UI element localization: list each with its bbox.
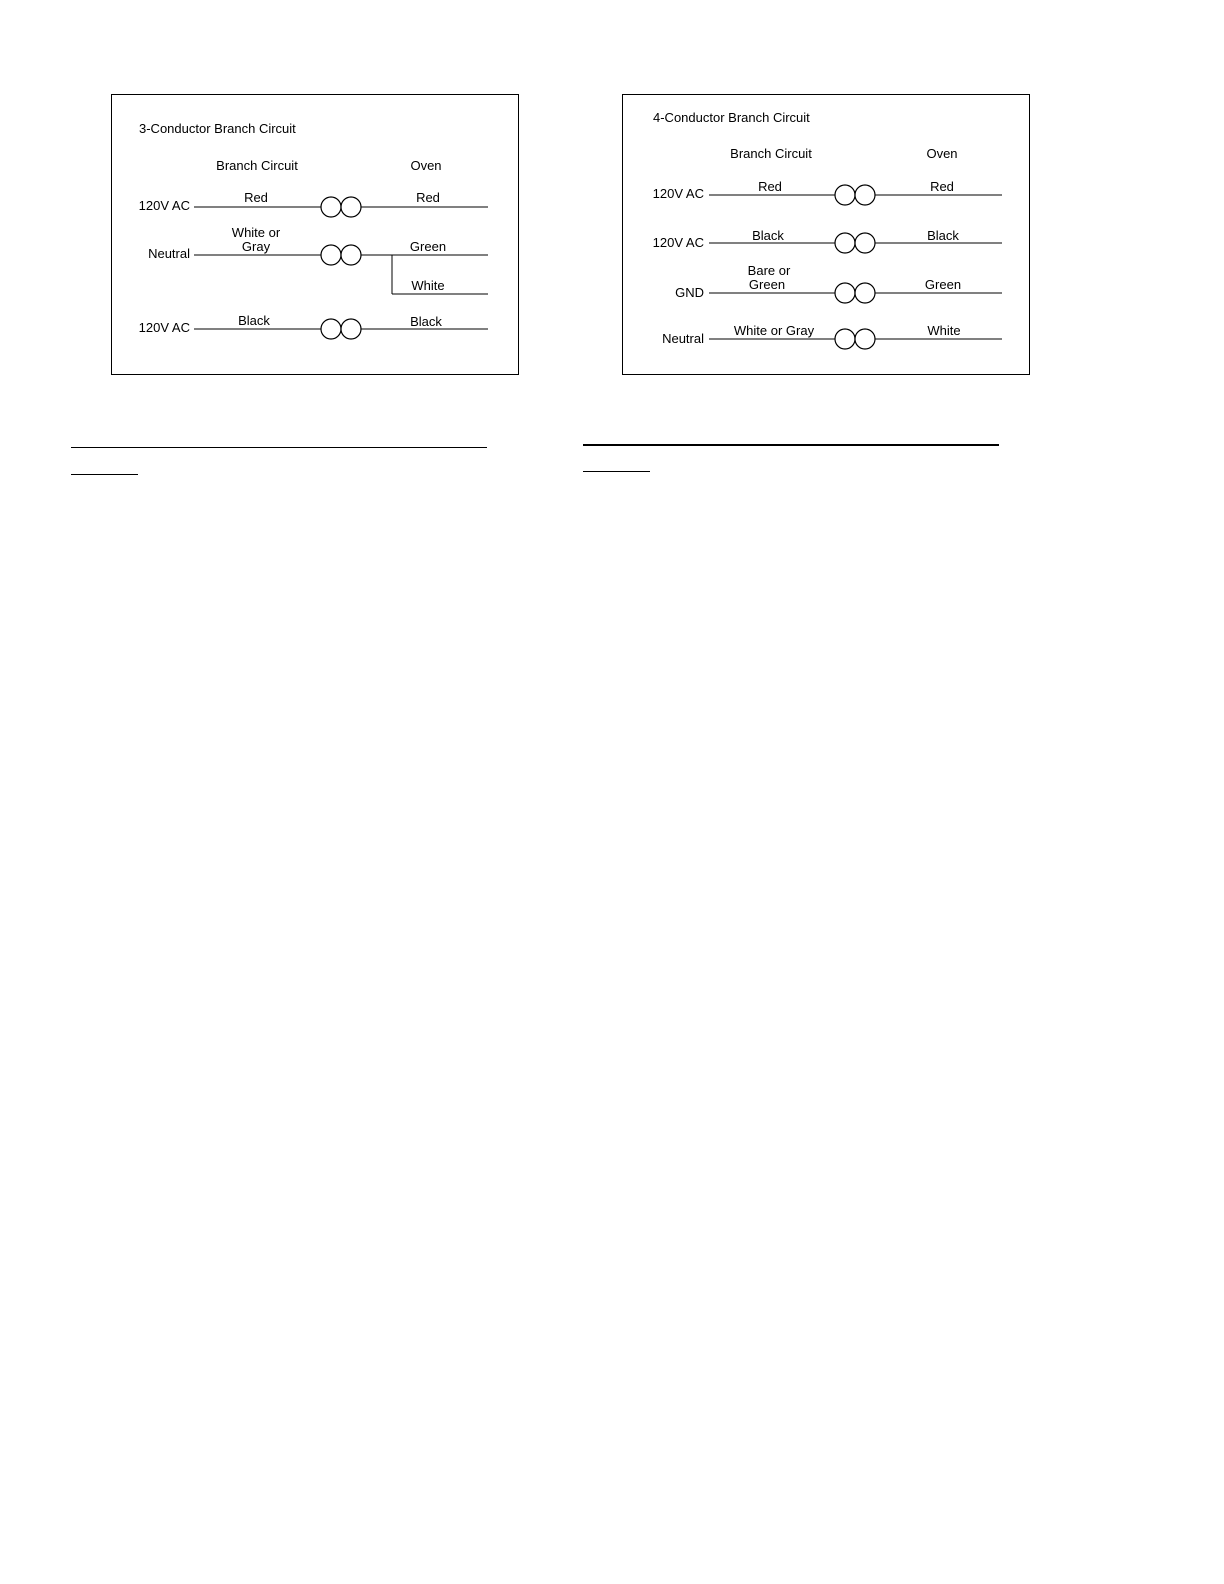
branch-wire-label: Red xyxy=(244,190,268,205)
source-label: GND xyxy=(675,285,704,300)
branch-wire-label: Gray xyxy=(241,239,271,254)
wire-nut-right xyxy=(341,197,361,217)
branch-wire-label: White or Gray xyxy=(733,323,815,338)
four-conductor-wiring xyxy=(623,95,1031,376)
caption-rule xyxy=(583,444,999,446)
wire-nut-right xyxy=(341,245,361,265)
oven-wire-label: Red xyxy=(416,190,440,205)
wire-nut-right xyxy=(855,329,875,349)
diagram-title: 4-Conductor Branch Circuit xyxy=(653,110,810,125)
source-label: Neutral xyxy=(662,331,704,346)
wire-nut-right xyxy=(855,233,875,253)
wire-nut-right xyxy=(855,185,875,205)
source-label: 120V AC xyxy=(138,198,190,213)
branch-wire-label: Green xyxy=(748,277,786,292)
wire-nut-left xyxy=(321,245,341,265)
wire-nut-left xyxy=(321,319,341,339)
wire-nut-left xyxy=(321,197,341,217)
source-label: Neutral xyxy=(148,246,190,261)
three-conductor-wiring xyxy=(112,95,520,376)
caption-rule xyxy=(71,447,487,448)
branch-circuit-heading: Branch Circuit xyxy=(216,158,298,173)
oven-heading: Oven xyxy=(410,158,442,173)
wire-nut-left xyxy=(835,185,855,205)
oven-wire-label: Green xyxy=(924,277,962,292)
oven-split-label: White xyxy=(411,278,445,293)
branch-wire-label: Black xyxy=(752,228,784,243)
source-label: 120V AC xyxy=(138,320,190,335)
oven-wire-label: Red xyxy=(930,179,954,194)
diagram-title: 3-Conductor Branch Circuit xyxy=(139,121,296,136)
source-label: 120V AC xyxy=(652,186,704,201)
caption-rule-short xyxy=(71,474,138,475)
branch-wire-label: Black xyxy=(238,313,270,328)
wire-nut-left xyxy=(835,283,855,303)
source-label: 120V AC xyxy=(652,235,704,250)
branch-wire-label: Bare or xyxy=(747,263,791,278)
wire-nut-left xyxy=(835,233,855,253)
wire-nut-right xyxy=(341,319,361,339)
oven-wire-label: Green xyxy=(409,239,447,254)
branch-wire-label: White or xyxy=(231,225,281,240)
oven-wire-label: White xyxy=(927,323,961,338)
branch-circuit-heading: Branch Circuit xyxy=(730,146,812,161)
caption-rule-short xyxy=(583,471,650,472)
branch-wire-label: Red xyxy=(758,179,782,194)
three-conductor-diagram xyxy=(111,94,519,375)
wire-nut-left xyxy=(835,329,855,349)
four-conductor-diagram xyxy=(622,94,1030,375)
oven-heading: Oven xyxy=(926,146,958,161)
oven-wire-label: Black xyxy=(410,314,442,329)
oven-wire-label: Black xyxy=(927,228,959,243)
wire-nut-right xyxy=(855,283,875,303)
